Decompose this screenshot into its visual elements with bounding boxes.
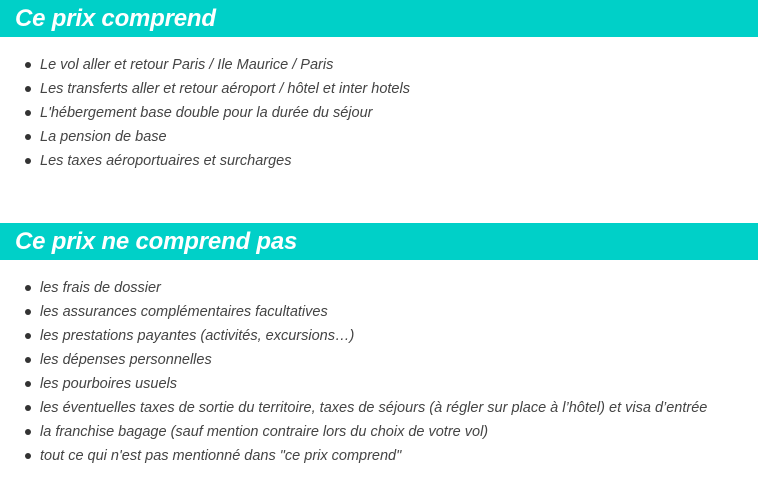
list-item [0, 300, 707, 324]
list-item-text: Le vol aller et retour Paris / Ile Maurice / Paris [40, 57, 334, 73]
list-item [0, 420, 707, 444]
bullet-icon [25, 357, 31, 363]
bullet-icon [25, 110, 31, 116]
bullet-icon [25, 62, 31, 68]
list-item [0, 149, 410, 173]
list-item [0, 125, 410, 149]
list-item [0, 348, 707, 372]
list-item [0, 324, 707, 348]
list-item-text: La pension de base [40, 129, 167, 145]
price-includes-title: Ce prix comprend [15, 4, 216, 32]
list-item-text: les frais de dossier [40, 280, 161, 296]
price-includes-list [0, 53, 410, 173]
price-excludes-title: Ce prix ne comprend pas [15, 227, 298, 255]
bullet-icon [25, 86, 31, 92]
list-item-text: les éventuelles taxes de sortie du territoire, taxes de séjours (à régler sur place à l’hôtel) et visa d’entrée [40, 400, 708, 416]
bullet-icon [25, 285, 31, 291]
bullet-icon [25, 381, 31, 387]
list-item-text: tout ce qui n'est pas mentionné dans "ce prix comprend" [40, 448, 402, 464]
list-item-text: les pourboires usuels [40, 376, 178, 392]
bullet-icon [25, 309, 31, 315]
bullet-icon [25, 333, 31, 339]
list-item [0, 276, 707, 300]
bullet-icon [25, 158, 31, 164]
bullet-icon [25, 429, 31, 435]
price-includes-section [0, 0, 758, 169]
list-item-text: Les taxes aéroportuaires et surcharges [40, 153, 292, 169]
bullet-icon [25, 405, 31, 411]
price-excludes-list [0, 276, 707, 468]
price-excludes-section [0, 223, 758, 464]
list-item [0, 101, 410, 125]
price-excludes-header [0, 223, 758, 260]
list-item [0, 396, 707, 420]
list-item-text: les assurances complémentaires facultatives [40, 304, 328, 320]
bullet-icon [25, 453, 31, 459]
bullet-icon [25, 134, 31, 140]
list-item-text: Les transferts aller et retour aéroport / hôtel et inter hotels [40, 81, 410, 97]
list-item-text: la franchise bagage (sauf mention contraire lors du choix de votre vol) [40, 424, 489, 440]
list-item-text: les dépenses personnelles [40, 352, 212, 368]
list-item-text: les prestations payantes (activités, excursions…) [40, 328, 355, 344]
list-item [0, 53, 410, 77]
list-item [0, 77, 410, 101]
list-item-text: L'hébergement base double pour la durée du séjour [40, 105, 373, 121]
list-item [0, 372, 707, 396]
list-item [0, 444, 707, 468]
price-includes-header [0, 0, 758, 37]
